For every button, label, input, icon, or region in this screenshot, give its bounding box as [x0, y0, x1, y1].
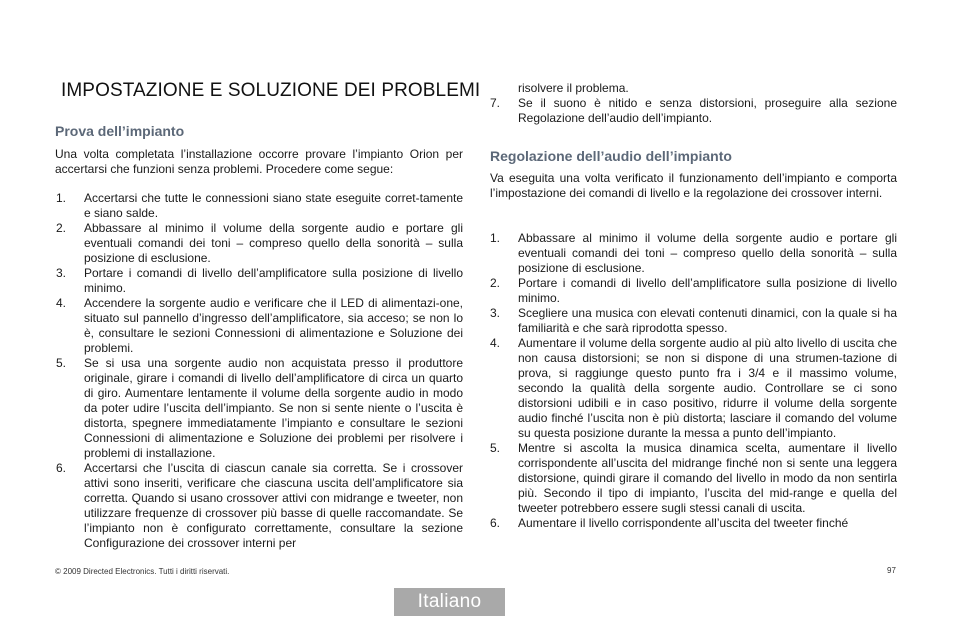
step-number: 7.: [490, 96, 501, 110]
steps-list-regolazione: [490, 231, 897, 531]
step-text: Abbassare al minimo il volume della sorgente audio e portare gli eventuali comandi dei toni – compreso quello della sonorità – sulla posizione di esclusione.: [84, 221, 463, 265]
step-text: Mentre si ascolta la musica dinamica scelta, aumentare il livello corrispondente all’uscita del midrange finché non si sente una leggera distorsione, quindi girare il comando del livello in modo da non sentirla più. Secondo il tipo di impianto, l’uscita del mid-range e quella del tweeter potrebbero essere sugli stessi canali di uscita.: [518, 441, 897, 515]
step-number: 1.: [56, 191, 67, 205]
list-item: [490, 231, 897, 276]
list-item: [56, 356, 463, 461]
list-item: [56, 461, 463, 551]
language-tab: Italiano: [394, 588, 505, 616]
section-heading-regolazione: Regolazione dell’audio dell’impianto: [490, 148, 732, 164]
step-number: 5.: [56, 356, 67, 370]
list-item: [490, 306, 897, 336]
intro-paragraph-regolazione: Va eseguita una volta verificato il funzionamento dell’impianto e comporta l’impostazione dei comandi di livello e la regolazione dei crossover interni.: [490, 171, 897, 200]
steps-list-prova-cont: [490, 96, 897, 126]
step-text: Accendere la sorgente audio e verificare che il LED di alimentazi-one, situato sul pannello d’ingresso dell’amplificatore, sia acceso; se non lo è, consultare le sezioni Connessioni di alimentazione e Soluzione dei problemi.: [84, 296, 463, 355]
list-item: [490, 336, 897, 441]
step-text: Accertarsi che l’uscita di ciascun canale sia corretta. Se i crossover attivi sono inseriti, verificare che ciascuna uscita dell’amplificatore sia corretta. Quando si usano crossover attivi con midrange e tweeter, non utilizzare frequenze di crossover più basse di quelle raccomandate. Se l’impianto non è configurato correttamente, consultare la sezione Configurazione dei crossover interni per: [84, 461, 463, 550]
step-number: 3.: [56, 266, 67, 280]
step-number: 4.: [56, 296, 67, 310]
list-item: [490, 276, 897, 306]
intro-paragraph-prova: Una volta completata l’installazione occorre provare l’impianto Orion per accertarsi che funzioni senza problemi. Procedere come segue:: [55, 147, 463, 176]
step-number: 2.: [56, 221, 67, 235]
list-item: [490, 96, 897, 126]
continued-text: risolvere il problema.: [518, 81, 629, 95]
list-item: [56, 221, 463, 266]
list-item: [490, 441, 897, 516]
page-title: IMPOSTAZIONE E SOLUZIONE DEI PROBLEMI: [61, 80, 481, 101]
step-number: 4.: [490, 336, 501, 350]
step-number: 5.: [490, 441, 501, 455]
step-text: Abbassare al minimo il volume della sorgente audio e portare gli eventuali comandi dei toni – compreso quello della sonorità – sulla posizione di esclusione.: [518, 231, 897, 275]
step-text: Portare i comandi di livello dell’amplificatore sulla posizione di livello minimo.: [518, 276, 897, 305]
step-number: 2.: [490, 276, 501, 290]
step-number: 6.: [490, 516, 501, 530]
step-text: Se il suono è nitido e senza distorsioni, proseguire alla sezione Regolazione dell’audio dell’impianto.: [518, 96, 897, 125]
list-item: [56, 191, 463, 221]
section-heading-prova: Prova dell’impianto: [55, 123, 185, 139]
step-text: Scegliere una musica con elevati contenuti dinamici, con la quale si ha familiarità e che sarà riprodotta spesso.: [518, 306, 897, 335]
step-number: 6.: [56, 461, 67, 475]
page-number: 97: [887, 566, 896, 575]
step-text: Accertarsi che tutte le connessioni siano state eseguite corret-tamente e siano salde.: [84, 191, 463, 220]
steps-list-prova: [56, 191, 463, 551]
step-text: Portare i comandi di livello dell’amplificatore sulla posizione di livello minimo.: [84, 266, 463, 295]
list-item: [490, 516, 897, 531]
step-number: 1.: [490, 231, 501, 245]
list-item: [56, 296, 463, 356]
step-text: Aumentare il livello corrispondente all’uscita del tweeter finché: [518, 516, 849, 530]
list-item: [56, 266, 463, 296]
step-text: Se si usa una sorgente audio non acquistata presso il produttore originale, girare i comandi di livello dell’amplificatore di circa un quarto di giro. Aumentare lentamente il volume della sorgente audio in modo da poter udire l’uscita dell’impianto. Se non si sente niente o l’uscita è distorta, spegnere immediatamente l’impianto e consultare le sezioni Connessioni di alimentazione e Soluzione dei problemi per risolvere i problemi di installazione.: [84, 356, 463, 460]
copyright-notice: © 2009 Directed Electronics. Tutti i diritti riservati.: [55, 567, 230, 576]
step-text: Aumentare il volume della sorgente audio al più alto livello di uscita che non causa distorsioni; se non si dispone di una strumen-tazione di prova, si raggiunge questo punto fra i 3/4 e il massimo volume, secondo la qualità della sorgente audio. Controllare se ci sono distorsioni udibili e in caso positivo, ridurre il volume della sorgente audio finché l’uscita non è più distorta; lasciare il comando del volume su questa posizione durante la messa a punto dell’impianto.: [518, 336, 897, 440]
step-number: 3.: [490, 306, 501, 320]
